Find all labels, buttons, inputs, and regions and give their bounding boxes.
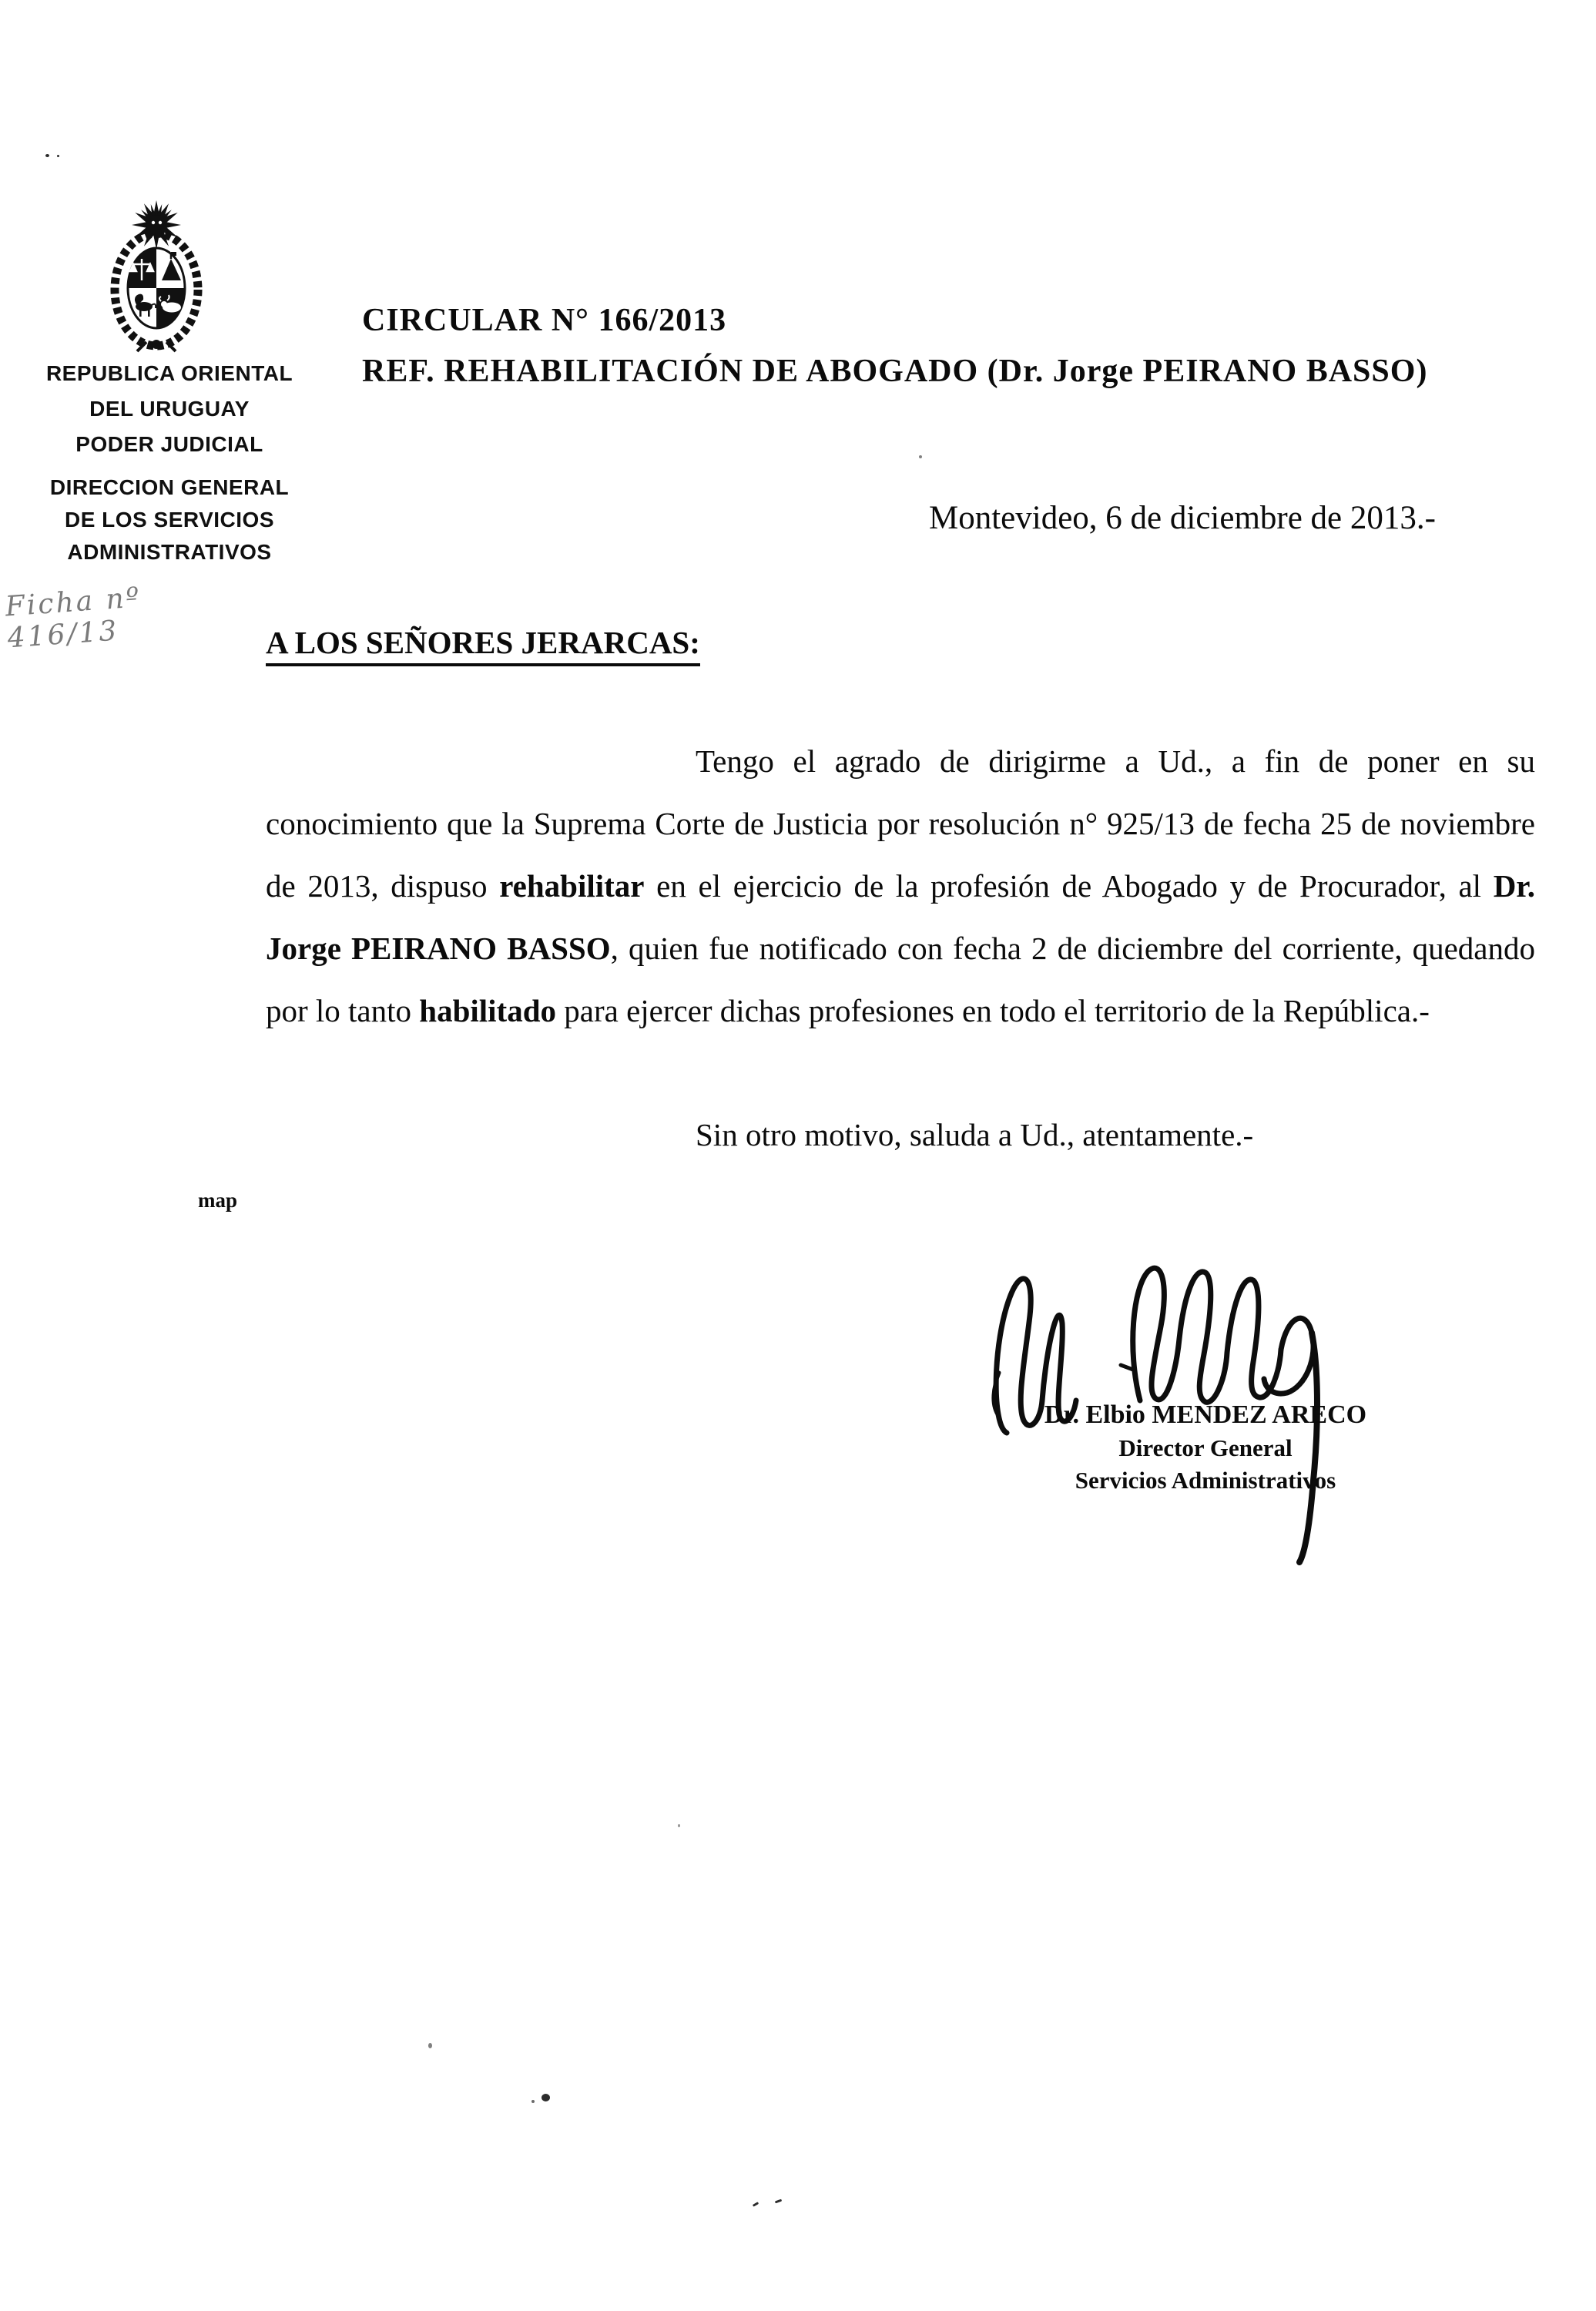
scan-speck [919,455,922,458]
letterhead-line: DIRECCION GENERAL [49,475,290,499]
scan-speck [542,2094,550,2101]
document-reference: REF. REHABILITACIÓN DE ABOGADO (Dr. Jorge PEIRANO BASSO) [362,354,1428,389]
salutation: A LOS SEÑORES JERARCAS: [266,624,700,666]
emphasis-habilitado: habilitado [419,993,557,1028]
scan-speck [45,154,49,157]
signatory-title: Director General [1118,1434,1293,1461]
signatory-department: Servicios Administrativos [1075,1467,1336,1494]
scan-speck [753,2202,759,2207]
scan-speck [57,155,59,157]
emphasis-lawyer-name: Dr. Jorge PEIRANO BASSO [266,868,1535,966]
scan-speck [531,2100,535,2103]
body-text-segment: en el ejercicio de la profesión de Abogado y de Procurador, al [644,868,1494,904]
uruguay-coat-of-arms-icon [103,199,210,353]
scan-speck [678,1824,680,1827]
handwritten-note: Ficha nº 416/13 [4,582,142,655]
letterhead-line: PODER JUDICIAL [75,432,263,456]
letterhead-line: DE LOS SERVICIOS [65,508,274,532]
emphasis-rehabilitar: rehabilitar [499,868,645,904]
body-text-segment: Tengo el agrado de dirigirme a Ud., a fin de poner en su conocimiento que la Suprema Corte de Justicia por resolución n° 925/13 de fecha 25 de noviembre de 2013, dispuso [266,743,1535,904]
letterhead-line: ADMINISTRATIVOS [67,540,272,564]
body-text-segment: , quien fue notificado con fecha 2 de diciembre del corriente, quedando por lo tanto [266,931,1536,1028]
scan-speck [428,2043,432,2048]
clerk-initials: map [198,1189,238,1212]
closing-line: Sin otro motivo, saluda a Ud., atentamente.- [696,1117,1254,1152]
letterhead-line: REPUBLICA ORIENTAL [45,361,293,385]
dateline: Montevideo, 6 de diciembre de 2013.- [929,500,1436,536]
signatory-name: Dr. Elbio MENDEZ ARECO [1044,1400,1367,1429]
document-title: CIRCULAR N° 166/2013 [362,303,727,338]
letterhead-line: DEL URUGUAY [89,397,250,421]
body-text-segment: para ejercer dichas profesiones en todo el territorio de la República.- [556,993,1430,1028]
body-paragraph [266,730,1535,1042]
scan-speck [775,2199,782,2204]
salutation-wrapper [266,624,700,666]
letterhead [15,356,324,569]
